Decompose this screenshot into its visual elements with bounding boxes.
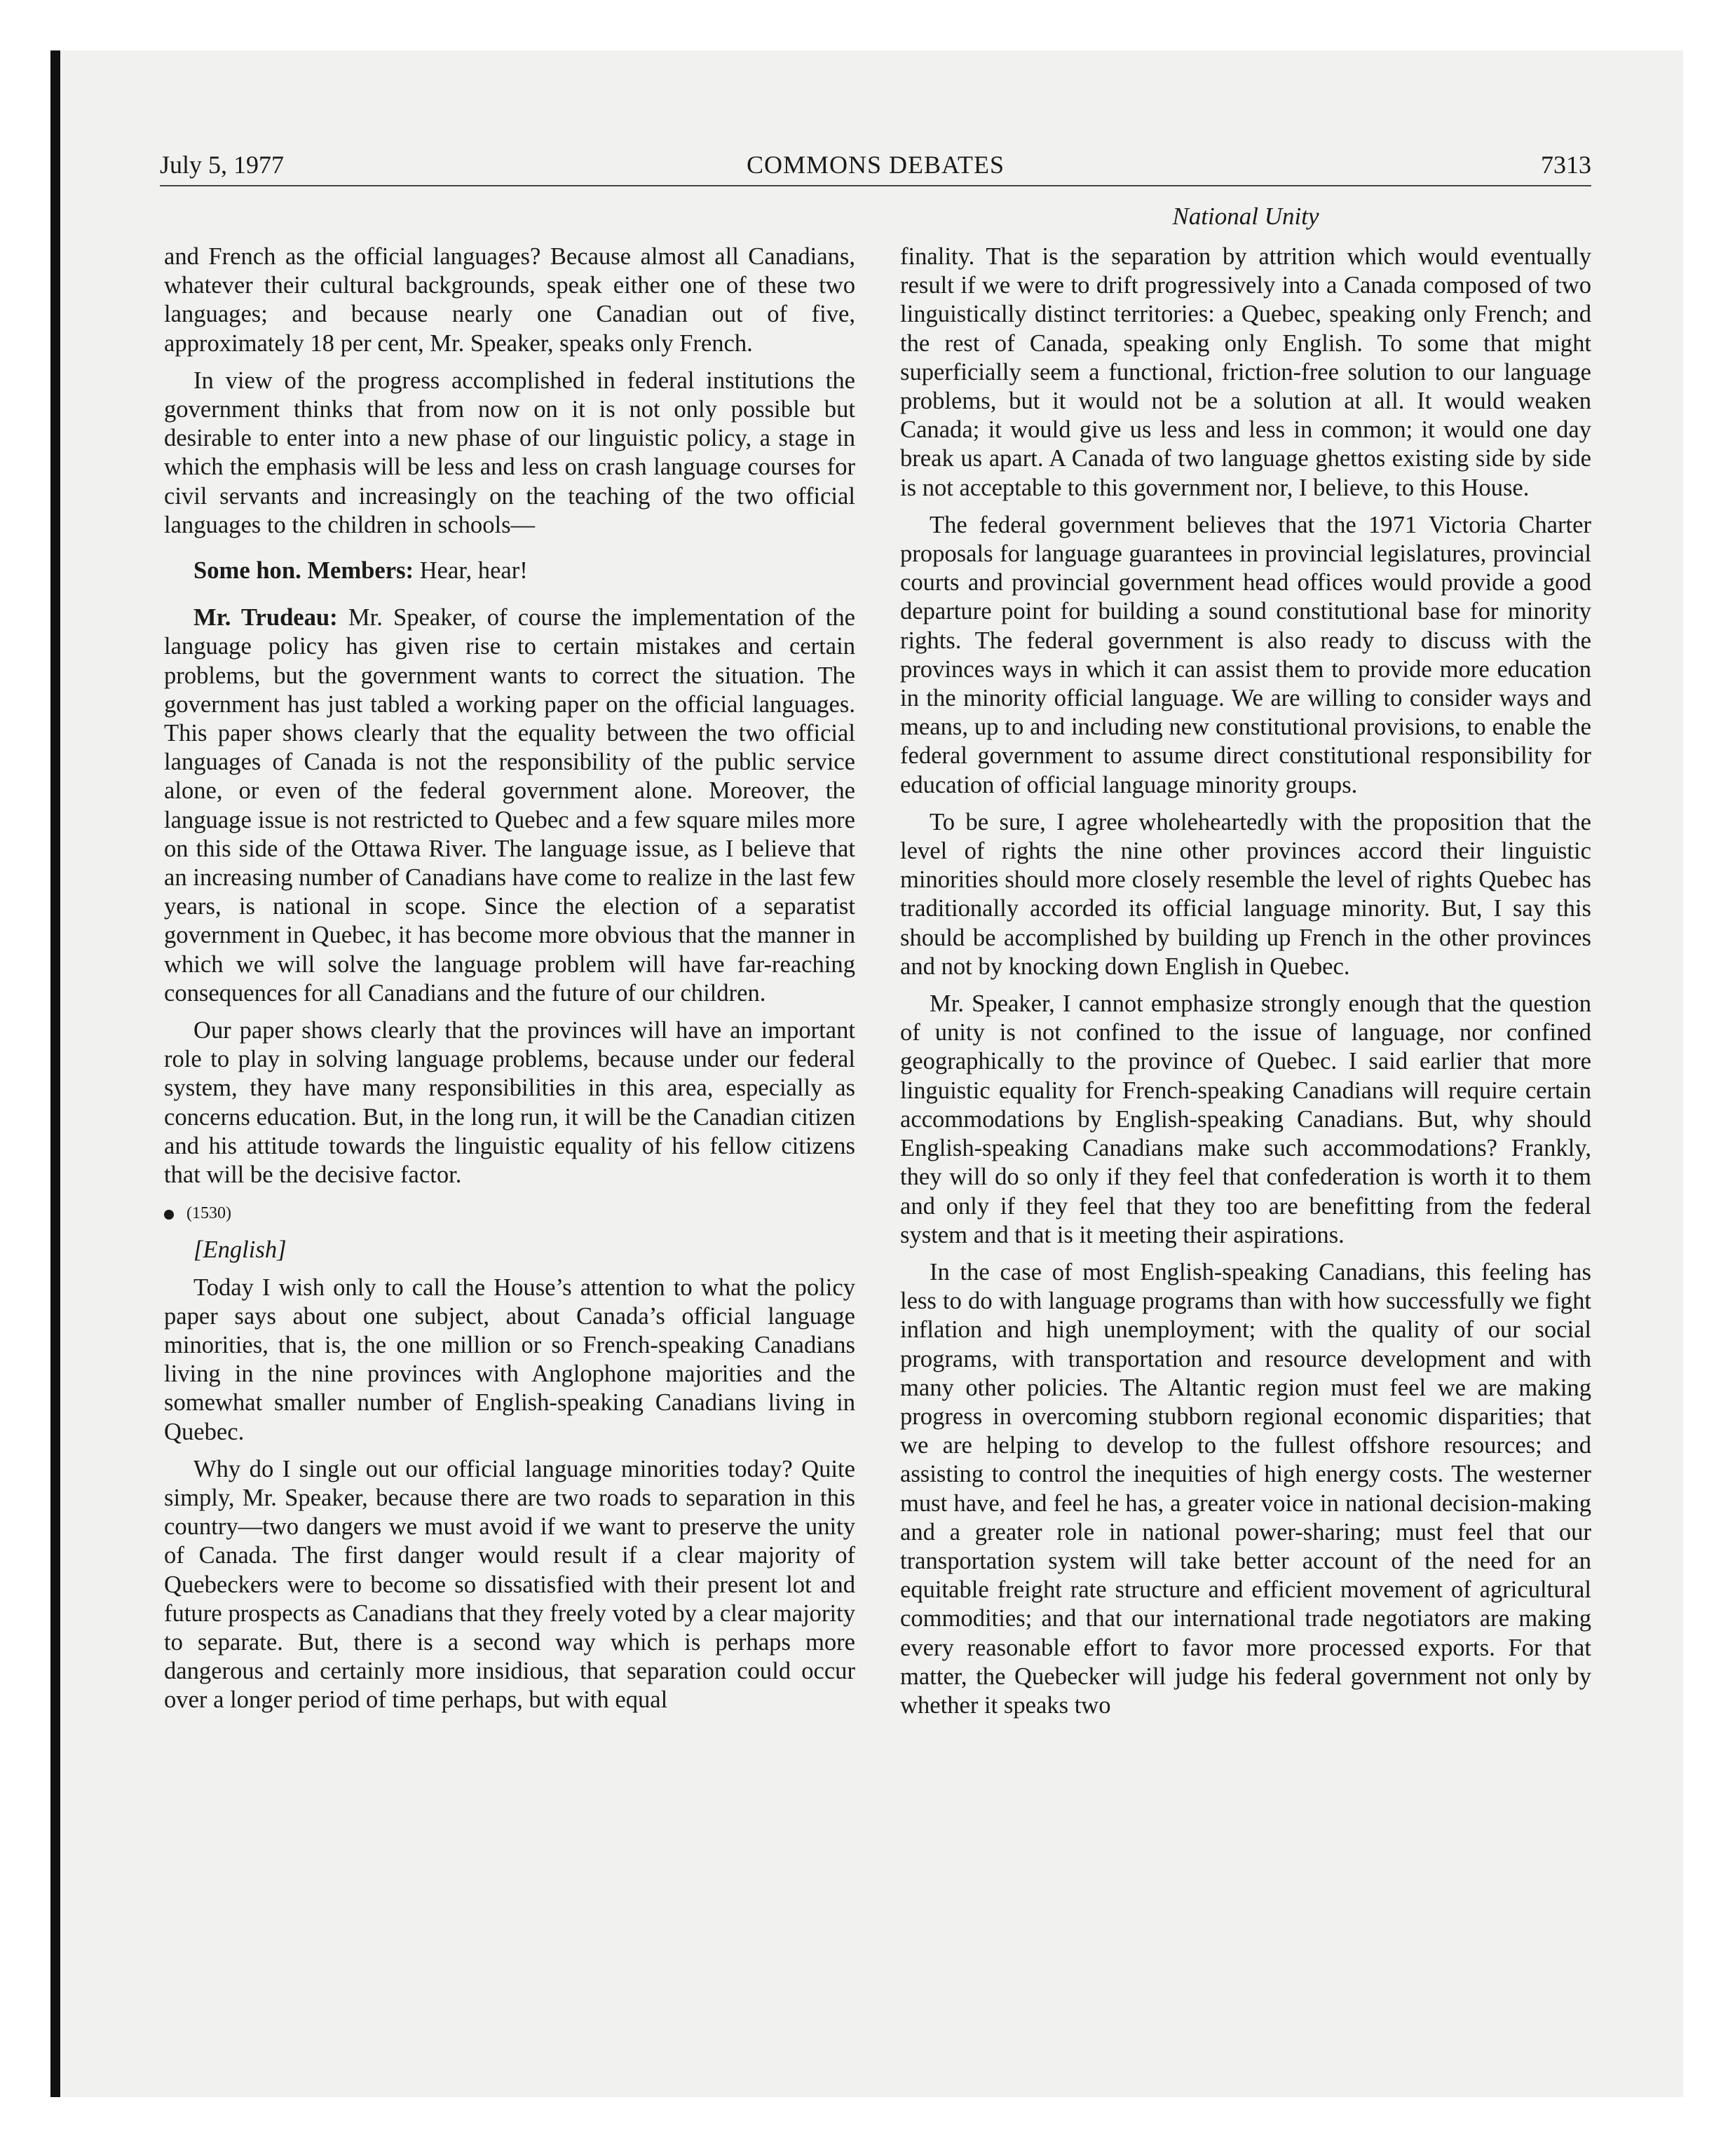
right-paragraph-1: finality. That is the separation by attrition which would eventually result if we were to drift progressively into a Canada composed of two linguistically distinct territories: a Quebec, speaking only French; and the rest of Canada, speaking only English. To some that might superficially seem a functional, friction-free solution to our language problems, but it would not be a solution at all. It would weaken Canada; it would give us less and less in common; it would one day break us apart. A Canada of two language ghettos existing side by side is not acceptable to this government nor, I believe, to this House.: [900, 243, 1591, 501]
header-page-number: 7313: [1541, 151, 1591, 179]
left-paragraph-2: In view of the progress accomplished in federal institutions the government thinks that from now on it is not only possible but desirable to enter into a new phase of our linguistic policy, a stage in which the emphasis will be less and less on crash language courses for civil servants and increasingly on the teaching of the two official languages to the children in schools—: [164, 367, 855, 538]
page-header: [160, 147, 1591, 186]
right-paragraph-5: In the case of most English-speaking Canadians, this feeling has less to do with language programs than with how successfully we fight inflation and high unemployment; with the quality of our social programs, with transportation and resource development and with many other policies. The Altantic region must feel we are making progress in overcoming stubborn regional economic disparities; that we are helping to develop to the fullest offshore resources; and assisting to control the inequities of high energy costs. The westerner must have, and feel he has, a greater voice in national decision-making and a greater role in national power-sharing; must feel that our transportation system will take better account of the need for an equitable freight rate structure and efficient movement of agricultural commodities; and that our international trade negotiators are making every reasonable effort to favor more processed exports. For that matter, the Quebecker will judge his federal government not only by whether it speaks two: [900, 1258, 1591, 1719]
speech-text: Mr. Speaker, of course the implementation of the language policy has given rise to certain mistakes and certain problems, but the government wants to correct the situation. The government has just tabled a working paper on the official languages. This paper shows clearly that the equality between the two official languages of Canada is not the responsibility of the public service alone, or even of the federal government alone. Moreover, the language issue is not restricted to Quebec and a few square miles more on this side of the Ottawa River. The language issue, as I believe that an increasing number of Canadians have come to realize in the last few years, is national in scope. Since the election of a separatist government in Quebec, it has become more obvious that the manner in which we will solve the language problem will have far-reaching consequences for all Canadians and the future of our children.: [164, 604, 855, 1007]
time-marker: [164, 1199, 855, 1227]
bullet-dot-icon: [164, 1210, 174, 1220]
speaker-name: Mr. Trudeau:: [193, 604, 338, 632]
header-date: July 5, 1977: [160, 151, 285, 179]
left-paragraph-4: Our paper shows clearly that the provinces will have an important role to play in solving language problems, because under our federal system, they have many responsibilities in this area, especially as concerns education. But, in the long run, it will be the Canadian citizen and his attitude towards the linguistic equality of his fellow citizens that will be the decisive factor.: [164, 1017, 855, 1189]
time-marker-text: (1530): [186, 1204, 231, 1223]
section-title: National Unity: [1172, 203, 1319, 230]
right-paragraph-2: The federal government believes that the 1971 Victoria Charter proposals for language guarantees in provincial legislatures, provincial courts and provincial government head offices would provide a good departure point for building a sound constitutional base for minority rights. The federal government is also ready to discuss with the provinces ways in which it can assist them to provide more education in the minority official language. We are willing to consider ways and means, up to and including new constitutional provisions, to enable the federal government to assume direct constitutional responsibility for education of official language minority groups.: [900, 511, 1591, 798]
interjection-text: Hear, hear!: [419, 557, 528, 585]
interjection-speaker: Some hon. Members:: [193, 557, 414, 585]
right-paragraph-3: To be sure, I agree wholeheartedly with the proposition that the level of rights the nine other provinces accord their linguistic minorities should more closely resemble the level of rights Quebec has traditionally accorded its official language minority. But, I say this should be accomplished by building up French in the other provinces and not by knocking down English in Quebec.: [900, 808, 1591, 980]
left-paragraph-6: Why do I single out our official language minorities today? Quite simply, Mr. Speaker, because there are two roads to separation in this country—two dangers we must avoid if we want to preserve the unity of Canada. The first danger would result if a clear majority of Quebeckers were to become so dissatisfied with their present lot and future prospects as Canadians that they freely voted by a clear majority to separate. But, there is a second way which is perhaps more dangerous and certainly more insidious, that separation could occur over a longer period of time perhaps, but with equal: [164, 1455, 855, 1714]
right-paragraph-4: Mr. Speaker, I cannot emphasize strongly enough that the question of unity is not confined to the issue of language, nor confined geographically to the province of Quebec. I said earlier that more linguistic equality for French-speaking Canadians will require certain accommodations by English-speaking Canadians. But, why should English-speaking Canadians make such accommodations? Frankly, they will do so only if they feel that confederation is worth it to them and only if they feel that they too are benefitting from the federal system and that is it meeting their aspirations.: [900, 990, 1591, 1248]
left-paragraph-3: [164, 603, 855, 1008]
left-paragraph-5: Today I wish only to call the House’s attention to what the policy paper says about one subject, about Canada’s official language minorities, that is, the one million or so French-speaking Canadians living in the nine provinces with Anglophone majorities and the somewhat smaller number of English-speaking Canadians living in Quebec.: [164, 1274, 855, 1445]
interjection: [164, 557, 855, 585]
left-paragraph-1: and French as the official languages? Because almost all Canadians, whatever their cultural backgrounds, speak either one of these two languages; and because nearly one Canadian out of five, approximately 18 per cent, Mr. Speaker, speaks only French.: [164, 243, 855, 357]
language-tag: [English]: [193, 1236, 287, 1264]
scan-edge: [50, 50, 60, 2097]
left-column: [164, 243, 855, 1724]
header-journal-title: COMMONS DEBATES: [746, 151, 1005, 179]
right-column: [900, 243, 1591, 1728]
